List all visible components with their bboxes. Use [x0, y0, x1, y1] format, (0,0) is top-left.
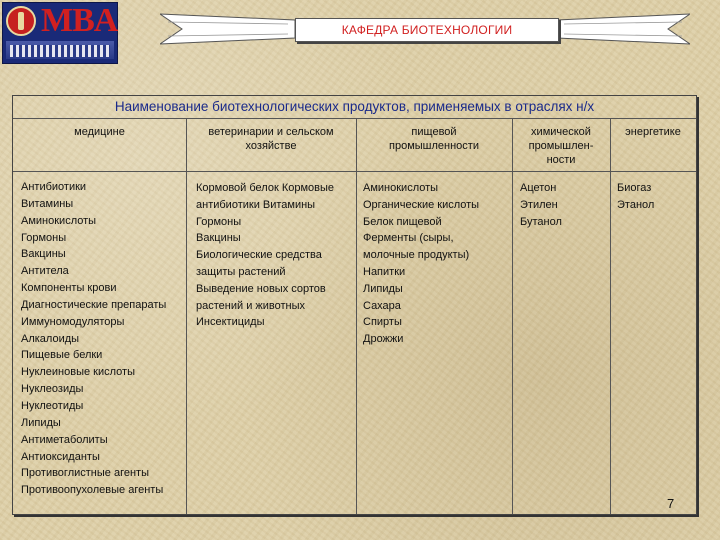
list-item: Бутанол — [520, 215, 562, 228]
vet-list — [196, 180, 334, 331]
list-item: Диагностические препараты — [21, 298, 167, 311]
divider — [13, 171, 696, 172]
list-item: Аминокислоты — [21, 214, 97, 227]
list-item: Спирты — [363, 316, 402, 329]
list-item: растений и животных — [196, 299, 306, 312]
list-item: Нуклеотиды — [21, 399, 84, 412]
header-medicine — [13, 125, 186, 139]
list-item: Выведение новых сортов — [196, 282, 326, 295]
divider — [186, 118, 187, 514]
medicine-list — [21, 179, 166, 499]
list-item: Гормоны — [196, 215, 242, 228]
banner-title: КАФЕДРА БИОТЕХНОЛОГИИ — [295, 18, 559, 42]
list-item: Инсектициды — [196, 316, 265, 329]
list-item: Гормоны — [21, 231, 67, 244]
list-item: Дрожжи — [363, 333, 404, 346]
list-item: Антиметаболиты — [21, 433, 108, 446]
list-item: Вакцины — [21, 248, 66, 261]
building-icon — [6, 41, 114, 59]
list-item: Антитела — [21, 265, 69, 278]
list-item: Компоненты крови — [21, 282, 117, 295]
list-item: Пищевые белки — [21, 349, 103, 362]
divider — [512, 118, 513, 514]
header-label: ности — [546, 154, 576, 166]
list-item: Биогаз — [617, 182, 652, 194]
list-item: Противоопухолевые агенты — [21, 484, 164, 497]
list-item: Нуклеиновые кислоты — [21, 366, 135, 379]
list-item: Напитки — [363, 265, 406, 278]
list-item: Липиды — [363, 282, 403, 295]
list-item: антибиотики Витамины — [196, 198, 316, 211]
header-food — [356, 125, 512, 153]
list-item: Алкалоиды — [21, 332, 80, 345]
header-banner — [160, 12, 690, 46]
header-chem — [512, 125, 610, 167]
header-label: промышлен- — [528, 140, 594, 152]
list-item: Биологические средства — [196, 249, 322, 262]
list-item: Вакцины — [196, 232, 241, 245]
chem-list — [520, 180, 562, 230]
list-item: молочные продукты) — [363, 249, 470, 262]
list-item: Органические кислоты — [363, 198, 480, 211]
list-item: Ацетон — [520, 182, 557, 194]
header-label: промышленности — [389, 140, 479, 152]
list-item: Этилен — [520, 198, 558, 211]
list-item: Сахара — [363, 299, 401, 312]
page-number: 7 — [667, 496, 675, 511]
list-item: Кормовой белок Кормовые — [196, 182, 335, 194]
emblem-icon — [6, 6, 36, 36]
list-item: Витамины — [21, 197, 74, 210]
list-item: Нуклеозиды — [21, 383, 84, 396]
divider — [356, 118, 357, 514]
header-label: химической — [531, 126, 591, 138]
list-item: защиты растений — [196, 265, 286, 278]
header-label: ветеринарии и сельском — [208, 126, 334, 138]
header-label: энергетике — [625, 126, 681, 138]
divider — [13, 118, 696, 119]
products-table — [12, 95, 697, 515]
table-title: Наименование биотехнологических продуктов, применяемых в отраслях н/х — [114, 99, 595, 114]
divider — [610, 118, 611, 514]
list-item: Иммуномодуляторы — [21, 315, 125, 328]
list-item: Антибиотики — [21, 181, 87, 193]
food-list — [363, 180, 479, 348]
header-label: медицине — [74, 126, 125, 138]
list-item: Этанол — [617, 198, 655, 211]
header-vet — [186, 125, 356, 153]
list-item: Антиоксиданты — [21, 450, 100, 463]
list-item: Белок пищевой — [363, 215, 442, 228]
header-energy — [610, 125, 696, 139]
logo-text: MBA — [41, 2, 118, 39]
list-item: Липиды — [21, 416, 61, 429]
energy-list — [617, 180, 654, 214]
header-label: пищевой — [411, 126, 457, 138]
mba-logo — [2, 2, 118, 64]
list-item: Ферменты (сыры, — [363, 232, 454, 245]
list-item: Противоглистные агенты — [21, 467, 149, 480]
header-label: хозяйстве — [245, 140, 297, 152]
list-item: Аминокислоты — [363, 182, 439, 194]
